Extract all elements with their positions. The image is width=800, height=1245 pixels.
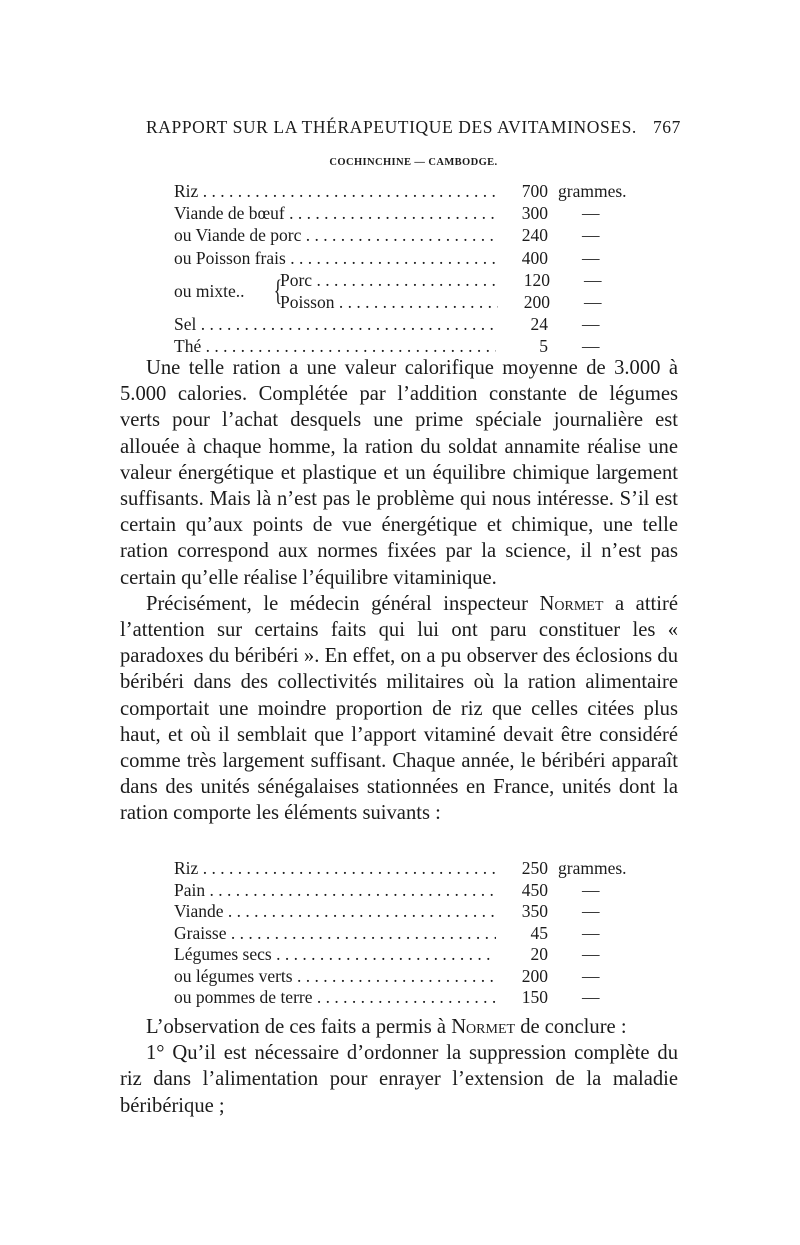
table-row xyxy=(280,269,634,291)
table-row xyxy=(174,180,634,202)
item-label: Graisse . . . xyxy=(174,923,496,945)
item-unit: — xyxy=(582,922,600,943)
author-name: Normet xyxy=(539,592,604,615)
table-row xyxy=(174,944,634,966)
item-label: Pain . . . xyxy=(174,880,496,902)
table-row xyxy=(174,858,634,880)
item-unit: — xyxy=(582,901,600,921)
item-qty: 700 xyxy=(521,181,548,201)
mixte-group xyxy=(174,269,634,313)
item-label: Poisson . . . xyxy=(280,291,498,313)
table-row xyxy=(174,987,634,1009)
item-unit: — xyxy=(582,225,600,246)
item-unit: — xyxy=(584,291,602,312)
item-qty: 350 xyxy=(521,901,548,921)
item-qty: 5 xyxy=(539,336,548,357)
header-title: RAPPORT SUR LA THÉRAPEUTIQUE DES AVITAMINOSES. xyxy=(146,117,637,137)
paragraph-text: a attiré l’attention sur certains faits qui lui ont paru constituer les « paradoxes du béribéri ». En effet, on a pu observer des éclosions du béribéri dans des collectivités militaires où la ration alimentaire comportait une moindre proportion de riz que celles citées plus haut, et où il semblait que l’apport vitaminé devait être considéré comme très largement suffisant. Chaque année, le béribéri apparaît dans des unités sénégalaises stationnées en France, unités dont la ration comporte les éléments suivants : xyxy=(120,592,678,825)
table-row xyxy=(174,224,634,246)
item-label: Sel . . . xyxy=(174,313,496,335)
paragraph xyxy=(120,1014,678,1040)
item-label: Viande . . . xyxy=(174,901,496,923)
paragraph-text: L’observation de ces faits a permis à xyxy=(146,1016,452,1038)
item-qty: 240 xyxy=(521,225,548,246)
page-number: 767 xyxy=(652,117,681,137)
paragraph: 1° Qu’il est nécessaire d’ordonner la suppression complète du riz dans l’alimentation pour enrayer l’extension de la maladie béribérique ; xyxy=(120,1042,678,1117)
item-label: Légumes secs . . . xyxy=(174,944,496,966)
item-qty: 120 xyxy=(523,269,550,290)
paragraph-text: de conclure : xyxy=(515,1016,627,1038)
item-label: ou Viande de porc . . . xyxy=(174,224,496,246)
ration-table-senegalaise xyxy=(174,858,634,1009)
item-qty: 200 xyxy=(523,291,550,312)
table-row xyxy=(174,966,634,988)
paragraph-text: Précisément, le médecin général inspecteur xyxy=(146,592,540,615)
table-row xyxy=(174,247,634,269)
item-unit: — xyxy=(584,269,602,290)
item-qty: 250 xyxy=(521,858,548,878)
item-qty: 400 xyxy=(521,247,548,268)
table-subheading: COCHINCHINE — CAMBODGE. xyxy=(329,157,498,168)
item-unit: — xyxy=(582,879,600,900)
table-row xyxy=(174,202,634,224)
body-text-lower xyxy=(120,1014,678,1119)
item-unit: — xyxy=(582,965,600,986)
item-label: ou légumes verts . . . xyxy=(174,966,496,988)
item-qty: 20 xyxy=(530,944,548,964)
paragraph xyxy=(120,591,678,827)
table-row xyxy=(280,291,634,313)
item-qty: 450 xyxy=(521,879,548,900)
item-unit: grammes. xyxy=(558,181,627,201)
mixte-label: ou mixte.. xyxy=(174,280,245,301)
item-unit: — xyxy=(582,203,600,224)
table-row xyxy=(174,313,634,335)
running-header xyxy=(146,117,681,138)
mixte-rows xyxy=(280,269,634,313)
item-label: Riz . . . xyxy=(174,180,496,202)
item-label: ou pommes de terre . . . xyxy=(174,987,496,1009)
item-unit: — xyxy=(582,944,600,964)
item-label: ou Poisson frais . . . xyxy=(174,247,496,269)
table-row xyxy=(174,880,634,902)
item-qty: 200 xyxy=(521,965,548,986)
item-unit: — xyxy=(582,247,600,268)
item-unit: — xyxy=(582,987,600,1007)
item-unit: — xyxy=(582,336,600,357)
item-label: Thé . . . xyxy=(174,335,496,357)
item-unit: — xyxy=(582,314,600,335)
item-qty: 150 xyxy=(521,987,548,1007)
brace-glyph: { xyxy=(273,273,283,307)
paragraph: Une telle ration a une valeur calorifique moyenne de 3.000 à 5.000 calories. Complétée par l’addition constante de légumes verts pour l’achat desquels une prime spéciale journalière est allouée à chaque homme, la ration du soldat annamite réalise une valeur énergétique et plastique et un équilibre chimique largement suffisants. Mais là n’est pas le problème qui nous intéresse. S’il est certain qu’aux points de vue énergétique et chimique, une telle ration correspond aux normes fixées par la science, il n’est pas certain qu’elle réalise l’équilibre vitaminique. xyxy=(120,357,678,589)
item-qty: 300 xyxy=(521,203,548,224)
ration-table-cochinchine xyxy=(174,180,634,358)
table-row xyxy=(174,923,634,945)
item-qty: 24 xyxy=(530,314,548,335)
item-qty: 45 xyxy=(530,922,548,943)
item-unit: grammes. xyxy=(558,858,627,878)
item-label: Porc . . . xyxy=(280,269,498,291)
item-label: Viande de bœuf . . . xyxy=(174,202,496,224)
author-name: Normet xyxy=(451,1016,516,1038)
item-label: Riz . . . xyxy=(174,858,496,880)
body-text-upper xyxy=(120,355,678,827)
table-row xyxy=(174,901,634,923)
